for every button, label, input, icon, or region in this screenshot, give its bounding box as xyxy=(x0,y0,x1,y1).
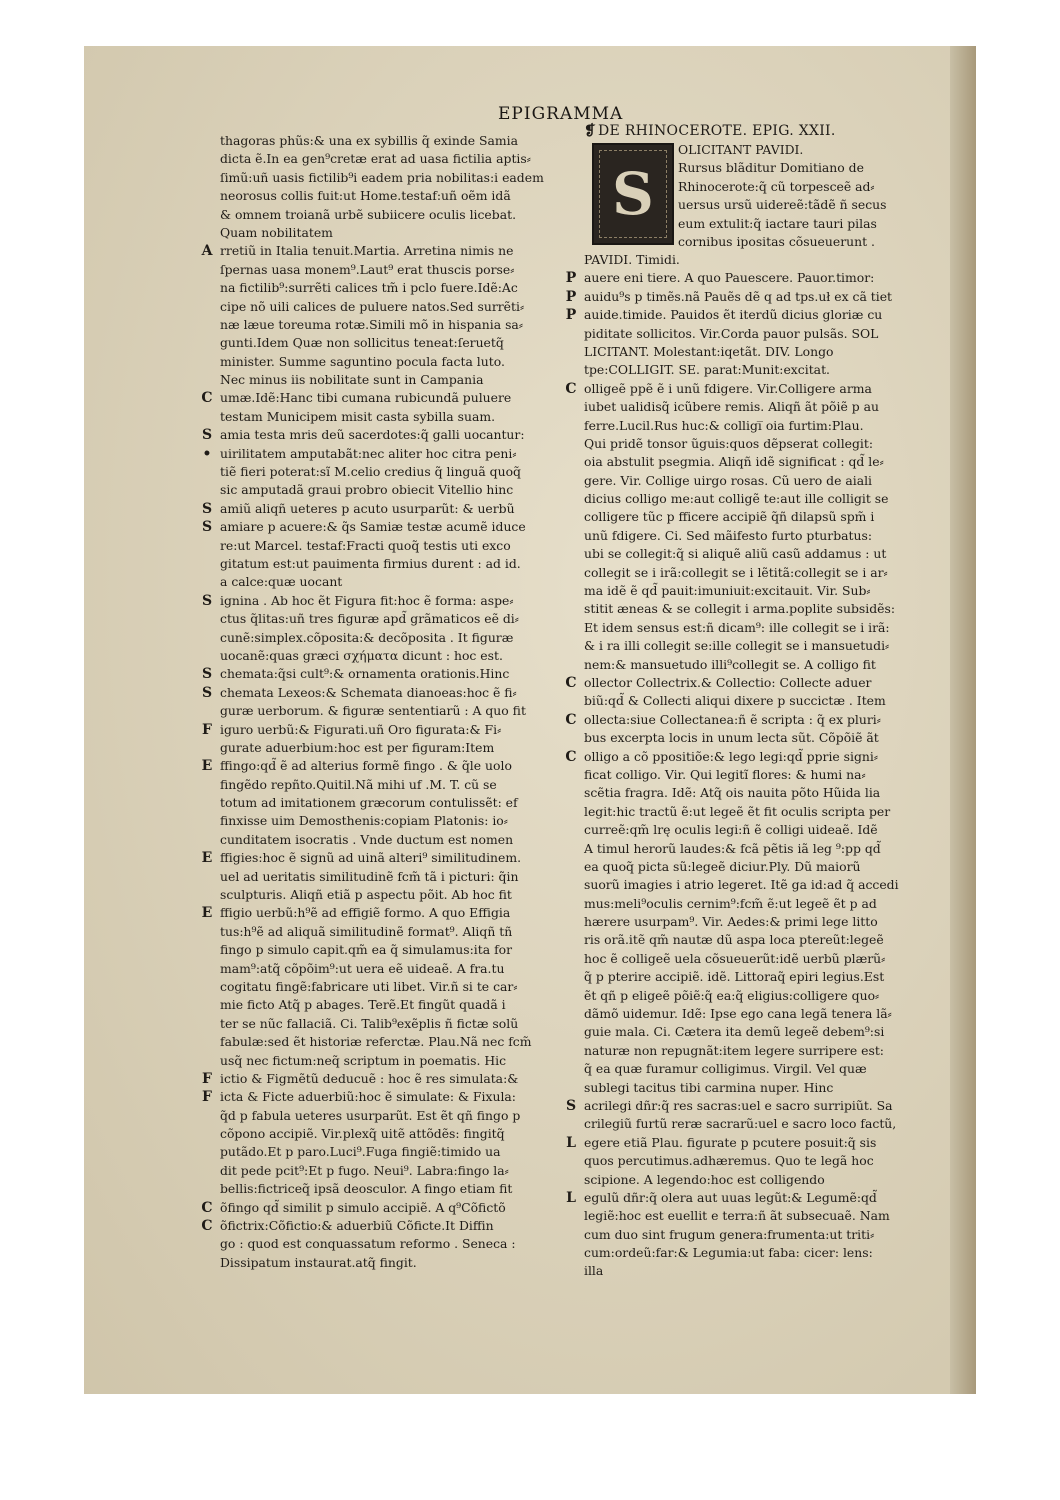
text-line xyxy=(220,1052,558,1070)
marginal-letter: S xyxy=(201,684,213,701)
line-text: dit pede pcit⁹:Et p fugo. Neui⁹. Labra:fingo la⸗ xyxy=(220,1162,509,1178)
line-text: tpe:COLLIGIT. SE. parat:Munit:excitat. xyxy=(584,362,830,378)
text-line xyxy=(584,435,922,453)
line-text: uocanẽ:quas græci σχήματα dicunt : hoc est. xyxy=(220,647,503,663)
line-text: naturæ non repugnãt:item legere surripere est: xyxy=(584,1042,884,1058)
text-line xyxy=(584,582,922,600)
line-text: ſpernas uasa monem⁹.Laut⁹ erat thuscis porse⸗ xyxy=(220,261,515,277)
text-line xyxy=(220,555,558,573)
text-line xyxy=(201,389,558,407)
line-text: egere etiã Plau. figurate p pcutere posuit:q̃ sis xyxy=(584,1134,877,1150)
right-column xyxy=(565,122,922,1281)
line-text: suorũ imagies i atrio legeret. Itẽ ga id:ad q̃ accedi xyxy=(584,877,899,893)
text-line xyxy=(201,849,558,867)
line-text: minister. Summe saguntino pocula facta luto. xyxy=(220,353,505,369)
text-line xyxy=(220,647,558,665)
line-text: cunẽ:simplex.cõposita:& decõposita . It figuræ xyxy=(220,629,514,645)
line-text: legit:hic tractũ ẽ:ut legeẽ ẽt fit oculis scripta per xyxy=(584,803,891,819)
text-line xyxy=(220,298,558,316)
line-text: olligeẽ ppẽ ẽ i unũ fdigere. Vir.Colligere arma xyxy=(584,380,872,396)
line-text: sculpturis. Aliqñ etiã p aspectu põit. Ab hoc fit xyxy=(220,887,512,903)
marginal-letter: C xyxy=(201,1199,213,1216)
line-text: hærere usurpam⁹. Vir. Aedes:& primi lege litto xyxy=(584,914,878,930)
line-text: Et idem sensus est:ñ dicam⁹: ille collegit se i irã: xyxy=(584,619,890,635)
text-line xyxy=(565,306,922,324)
line-text: cum duo sint frugum genera:frumenta:ut triti⸗ xyxy=(584,1226,875,1242)
line-text: umæ.Idẽ:Hanc tibi cumana rubicundã puluere xyxy=(220,390,512,406)
text-line xyxy=(220,1254,558,1272)
text-line xyxy=(202,445,558,463)
line-text: amia testa mris deũ sacerdotes:q̃ galli uocantur: xyxy=(220,427,525,443)
text-line: uersus ursũ uidereẽ:tãdẽ ñ secus xyxy=(678,197,887,213)
text-line xyxy=(220,206,558,224)
line-text: ẽt qñ p eligeẽ põiẽ:q̃ ea:q̃ eligius:colligere quo⸗ xyxy=(584,987,880,1003)
marginal-letter: A xyxy=(201,243,213,260)
line-text: ferre.Lucil.Rus huc:& colligi̅ oia furtim:Plau. xyxy=(584,417,864,433)
line-text: illa xyxy=(584,1263,604,1279)
marginal-letter: C xyxy=(565,748,577,765)
text-line xyxy=(201,500,558,518)
line-text: finxisse uim Demosthenis:copiam Platonis: io⸗ xyxy=(220,813,508,829)
line-text: ffingo:qd̃ ẽ ad alterius formẽ fingo . & q̃le uolo xyxy=(220,758,512,774)
marginal-letter: S xyxy=(201,519,213,536)
text-line xyxy=(584,876,922,894)
text-line xyxy=(584,987,922,1005)
line-text: totum ad imitationem græcorum contulissẽt: ef xyxy=(220,795,518,811)
text-line xyxy=(201,592,558,610)
line-text: biũ:qd̃ & Collecti aliqui dixere p succictæ . Item xyxy=(584,693,886,709)
text-line xyxy=(584,821,922,839)
text-line xyxy=(584,1005,922,1023)
text-line: OLICITANT PAVIDI. xyxy=(678,142,804,157)
line-text: ea quoq̃ picta sũ:legeẽ diciur.Ply. Dũ maiorũ xyxy=(584,858,861,874)
text-line xyxy=(220,996,558,1014)
line-text: sublegi tacitus tibi carmina nuper. Hinc xyxy=(584,1079,834,1095)
line-text: cogitatu fingẽ:fabricare uti libet. Vir.ñ si te car⸗ xyxy=(220,978,518,994)
line-text: rretiũ in Italia tenuit.Martia. Arretina nimis ne xyxy=(220,243,514,259)
text-line xyxy=(584,508,922,526)
text-line xyxy=(565,674,922,692)
text-line xyxy=(220,573,558,591)
line-text: hoc ẽ colligeẽ uela cõsueuerũt:idẽ uerbũ plærũ⸗ xyxy=(584,950,886,966)
line-text: gurate aduerbium:hoc est per figuram:Item xyxy=(220,739,495,755)
line-text: ffigies:hoc ẽ signũ ad uinã alteri⁹ similitudinem. xyxy=(220,850,522,866)
line-text: sic amputadã graui probro obiecit Vitellio hinc xyxy=(220,482,514,498)
line-text: Dissipatum instaurat.atq̃ fingit. xyxy=(220,1254,417,1270)
line-text: chemata Lexeos:& Schemata dianoeas:hoc ẽ fi⸗ xyxy=(220,684,517,700)
text-line xyxy=(220,941,558,959)
text-line xyxy=(584,361,922,379)
marginal-letter: F xyxy=(202,1089,212,1106)
line-text: PAVIDI. Timidi. xyxy=(584,252,680,267)
paragraph-mark-icon: ❡ xyxy=(584,123,597,139)
text-line xyxy=(220,537,558,555)
text-line xyxy=(220,169,558,187)
marginal-letter: C xyxy=(201,1218,213,1235)
text-line xyxy=(201,665,558,683)
text-line xyxy=(201,904,558,922)
text-line xyxy=(220,794,558,812)
initial-block xyxy=(584,141,922,251)
text-line xyxy=(584,692,922,710)
text-line xyxy=(220,408,558,426)
text-line xyxy=(584,858,922,876)
text-line xyxy=(220,831,558,849)
page-edge xyxy=(950,46,976,1394)
text-line xyxy=(565,711,922,729)
text-line xyxy=(202,1070,558,1088)
marginal-letter: P xyxy=(565,270,577,287)
line-text: gunti.Idem Quæ non sollicitus teneat:ſeruetq̃ xyxy=(220,335,504,351)
text-line xyxy=(584,766,922,784)
text-line xyxy=(584,545,922,563)
line-text: bellis:fictriceq̃ ipsã deosculor. A fingo etiam fit xyxy=(220,1181,513,1197)
line-text: ollecta:siue Collectanea:ñ ẽ scripta : q̃ ex pluri⸗ xyxy=(584,711,881,727)
marginal-letter: C xyxy=(201,390,213,407)
text-line xyxy=(201,1199,558,1217)
text-line xyxy=(584,840,922,858)
line-text: Nec minus iis nobilitate sunt in Campania xyxy=(220,372,484,388)
marginal-letter: S xyxy=(201,666,213,683)
text-line xyxy=(220,739,558,757)
line-text: ficat colligo. Vir. Qui legitĩ flores: & humi na⸗ xyxy=(584,766,866,782)
text-line xyxy=(584,1042,922,1060)
text-line xyxy=(584,527,922,545)
text-line xyxy=(220,334,558,352)
line-text: curreẽ:qm̃ lrę oculis legi:ñ ẽ colligi uideaẽ. Idẽ xyxy=(584,822,878,838)
text-line xyxy=(220,1107,558,1125)
line-text: LICITANT. Molestant:iqetãt. DIV. Longo xyxy=(584,343,834,359)
text-line xyxy=(584,564,922,582)
text-line xyxy=(220,187,558,205)
line-text: thagoras phũs:& una ex sybillis q̃ exinde Samia xyxy=(220,133,519,148)
text-line xyxy=(584,1152,922,1170)
text-line xyxy=(201,242,558,260)
marginal-letter: C xyxy=(565,674,577,691)
line-text: ter se nũc fallaciã. Ci. Talib⁹exẽplis ñ fictæ solũ xyxy=(220,1015,519,1031)
text-line xyxy=(220,371,558,389)
text-line xyxy=(565,748,922,766)
line-text: ris orã.itẽ qm̃ nautæ dũ aspa loca ptereũt:legeẽ xyxy=(584,932,884,948)
marginal-letter: F xyxy=(202,1070,212,1087)
text-line xyxy=(220,776,558,794)
text-line xyxy=(201,518,558,536)
line-text: õfictrix:Cõfictio:& aduerbiũ Cõficte.It Diffin xyxy=(220,1218,494,1234)
text-line xyxy=(220,960,558,978)
marginal-letter: L xyxy=(566,1134,576,1151)
line-text: amiũ aliqñ ueteres p acuto usurparũt: & uerbũ xyxy=(220,500,515,516)
line-text: ma idẽ ẽ qd̃ pauit:imuniuit:excitauit. Vir. Sub⸗ xyxy=(584,583,871,599)
text-line xyxy=(584,398,922,416)
text-line xyxy=(201,684,558,702)
text-line xyxy=(202,1088,558,1106)
marginal-letter: S xyxy=(565,1097,577,1114)
marginal-letter: E xyxy=(201,758,213,775)
section-heading xyxy=(584,122,922,141)
text-line xyxy=(220,224,558,242)
line-text: amiare p acuere:& q̃s Samiæ testæ acumẽ iduce xyxy=(220,519,526,535)
line-text: mie ficto Atq̃ p abages. Terẽ.Et fingũt quadã i xyxy=(220,997,506,1013)
text-line xyxy=(220,610,558,628)
text-line xyxy=(220,1125,558,1143)
line-text: guie mala. Ci. Cætera ita demũ legeẽ debem⁹:si xyxy=(584,1024,885,1040)
marginal-letter: L xyxy=(566,1189,576,1206)
line-text: A timul herorũ laudes:& fcã pẽtis iã leg ⁹:pp qd̃ xyxy=(584,840,881,856)
text-line xyxy=(584,950,922,968)
text-line xyxy=(565,288,922,306)
line-text: nem:& mansuetudo illi⁹collegit se. A colligo fit xyxy=(584,656,876,672)
line-text: neorosus collis fuit:ut Home.testaf:uñ oẽm idã xyxy=(220,188,511,204)
line-text: ollector Collectrix.& Collectio: Collecte aduer xyxy=(584,674,872,690)
line-text: mam⁹:atq̃ cõpõim⁹:ut uera eẽ uideaẽ. A fra.tu xyxy=(220,960,505,976)
text-line xyxy=(220,1015,558,1033)
left-column xyxy=(201,132,558,1272)
line-text: na fictilib⁹:surrẽti calices tm̃ i pclo fuere.Idẽ:Ac xyxy=(220,280,518,296)
text-line xyxy=(566,1189,922,1207)
text-line: eum extulit:q̃ iactare tauri pilas xyxy=(678,215,877,231)
text-line xyxy=(220,1143,558,1161)
text-line xyxy=(584,1207,922,1225)
marginal-letter: S xyxy=(201,500,213,517)
line-text: & i ra illi collegit se:ille collegit se i mansuetudi⸗ xyxy=(584,638,890,654)
text-line xyxy=(584,1244,922,1262)
text-line xyxy=(201,757,558,775)
marginal-letter: P xyxy=(565,288,577,305)
line-text: ictio & Figmẽtũ deducuẽ : hoc ẽ res simulata:& xyxy=(220,1070,519,1086)
marginal-letter: E xyxy=(201,905,213,922)
text-line xyxy=(566,1134,922,1152)
text-line xyxy=(584,1079,922,1097)
line-text: & omnem troianã urbẽ subiicere oculis licebat. xyxy=(220,206,517,222)
line-text: a calce:quæ uocant xyxy=(220,574,343,590)
line-text: q̃ ea quæ furamur colligimus. Virgil. Vel quæ xyxy=(584,1061,867,1077)
text-line xyxy=(220,702,558,720)
line-text: ctus q̃litas:uñ tres figuræ apd̃ grãmaticos eẽ di⸗ xyxy=(220,611,519,627)
line-text: usq̃ nec fictum:neq̃ scriptum in poematis. Hic xyxy=(220,1052,507,1068)
text-line xyxy=(584,600,922,618)
text-line xyxy=(584,968,922,986)
line-text: fingẽdo repñto.Quitil.Nã mihi uf .M. T. cũ se xyxy=(220,776,497,792)
text-line xyxy=(584,1262,922,1280)
line-text: putãdo.Et p paro.Luci⁹.Fuga fingiẽ:timido ua xyxy=(220,1144,501,1160)
line-text: legiẽ:hoc est euellit e terra:ñ ãt subsecuaẽ. Nam xyxy=(584,1208,890,1224)
line-text: guræ uerborum. & figuræ sententiarũ : A quo fit xyxy=(220,703,526,719)
line-text: tus:h⁹ẽ ad aliquã similitudinẽ format⁹. Aliqñ tñ xyxy=(220,923,513,939)
marginal-letter: E xyxy=(201,850,213,867)
text-line xyxy=(584,1023,922,1041)
line-text: scẽtia fragra. Idẽ: Atq̃ ois nauita põto Hũida lia xyxy=(584,785,881,801)
text-line xyxy=(220,316,558,334)
text-line: Rhinocerote:q̃ cũ torpesceẽ ad⸗ xyxy=(678,178,875,194)
text-line xyxy=(584,931,922,949)
line-text: Qui pridẽ tonsor ũguis:quos dẽpserat collegit: xyxy=(584,435,874,451)
line-text: oia abstulit psegmia. Aliqñ idẽ significat : qd̃ le⸗ xyxy=(584,454,884,470)
marginal-letter: S xyxy=(201,427,213,444)
text-line xyxy=(220,481,558,499)
text-line xyxy=(584,453,922,471)
text-line xyxy=(565,269,922,287)
text-line xyxy=(584,1171,922,1189)
text-line xyxy=(220,868,558,886)
marginal-letter: F xyxy=(202,721,212,738)
line-text: gere. Vir. Collige uirgo rosas. Cũ uero de aiali xyxy=(584,472,873,488)
text-line xyxy=(220,150,558,168)
text-line xyxy=(584,637,922,655)
text-line xyxy=(220,978,558,996)
line-text: auere eni tiere. A quo Pauescere. Pauor.timor: xyxy=(584,270,875,286)
text-line xyxy=(220,923,558,941)
text-line xyxy=(565,1097,922,1115)
text-line xyxy=(584,472,922,490)
text-line xyxy=(201,426,558,444)
line-text: ffigio uerbũ:h⁹ẽ ad effigiẽ formo. A quo Effigia xyxy=(220,905,511,921)
text-line xyxy=(220,353,558,371)
line-text: õfingo qd̃ similit p simulo accipiẽ. A q⁹Cõfictõ xyxy=(220,1199,506,1215)
line-text: scipione. A legendo:hoc est colligendo xyxy=(584,1171,825,1187)
line-text: gitatum est:ut pauimenta firmius durent : ad id. xyxy=(220,555,521,571)
text-line xyxy=(201,1217,558,1235)
line-text: iguro uerbũ:& Figurati.uñ Oro figurata:& Fi⸗ xyxy=(220,721,502,737)
marginal-letter: • xyxy=(202,445,212,462)
text-line xyxy=(584,803,922,821)
line-text: ſimũ:uñ uasis fictilib⁹i eadem pria nobilitas:i eadem xyxy=(220,169,544,185)
text-line xyxy=(220,812,558,830)
line-text: acrilegi dñr:q̃ res sacras:uel e sacro surripiũt. Sa xyxy=(584,1097,893,1113)
text-line xyxy=(584,895,922,913)
line-text: fabulæ:sed ẽt historiæ referctæ. Plau.Nã nec fcm̃ xyxy=(220,1034,532,1050)
text-line xyxy=(220,1235,558,1253)
line-text: cum:ordeũ:far:& Legumia:ut faba: cicer: lens: xyxy=(584,1245,873,1261)
line-text: chemata:q̃si cult⁹:& ornamenta orationis.Hinc xyxy=(220,666,510,682)
line-text: mus:meli⁹oculis cernim⁹:fcm̃ ẽ:ut legeẽ ẽt p ad xyxy=(584,895,877,911)
text-line xyxy=(584,1115,922,1133)
line-text: iubet ualidisq̃ icũbere remis. Aliqñ ãt põiẽ p au xyxy=(584,399,879,415)
text-line xyxy=(220,132,558,150)
line-text: testam Municipem misit casta sybilla suam. xyxy=(220,408,496,424)
right-column-lines xyxy=(565,251,922,1281)
text-line xyxy=(220,1180,558,1198)
running-head: EPIGRAMMA xyxy=(498,104,624,124)
text-line xyxy=(220,261,558,279)
text-line xyxy=(584,1226,922,1244)
text-line xyxy=(584,913,922,931)
initial-text-lines xyxy=(678,141,922,251)
text-line xyxy=(220,1162,558,1180)
text-line xyxy=(584,251,922,269)
line-text: quos percutimus.adhæremus. Quo te legã hoc xyxy=(584,1153,874,1169)
line-text: dicta ẽ.In ea gen⁹cretæ erat ad uasa fictilia aptis⸗ xyxy=(220,151,531,167)
text-line xyxy=(565,380,922,398)
line-text: collegit se i irã:collegit se i lẽtitã:collegit se i ar⸗ xyxy=(584,564,888,580)
line-text: dicius colligo me:aut colligẽ te:aut ille colligit se xyxy=(584,491,889,507)
text-line xyxy=(584,417,922,435)
text-line: cornibus ipositas cõsueuerunt . xyxy=(678,233,875,249)
text-line xyxy=(584,490,922,508)
line-text: fingo p simulo capit.qm̃ ea q̃ simulamus:ita for xyxy=(220,942,513,958)
line-text: cunditatem isocratis . Vnde ductum est nomen xyxy=(220,831,514,847)
line-text: colligere tũc p fficere accipiẽ q̃ñ dilapsũ spm̃ i xyxy=(584,509,875,525)
line-text: re:ut Marcel. testaf:Fracti quoq̃ testis uti exco xyxy=(220,537,511,553)
line-text: crilegiũ furtũ reræ sacrarũ:uel e sacro loco factũ, xyxy=(584,1116,897,1132)
line-text: go : quod est conquassatum reformo . Seneca : xyxy=(220,1236,516,1252)
text-line xyxy=(584,343,922,361)
text-line xyxy=(220,1033,558,1051)
marginal-letter: C xyxy=(565,380,577,397)
line-text: auide.timide. Pauidos ẽt iterdũ dicius gloriæ cu xyxy=(584,307,883,323)
text-line xyxy=(202,721,558,739)
line-text: uirilitatem amputabãt:nec aliter hoc citra peni⸗ xyxy=(220,445,517,461)
line-text: unũ fdigere. Ci. Sed mãifesto furto pturbatus: xyxy=(584,527,873,543)
text-line xyxy=(220,886,558,904)
text-line xyxy=(220,279,558,297)
line-text: stitit æneas & se collegit i arma.poplite subsidẽs: xyxy=(584,601,896,617)
line-text: egulũ dñr:q̃ olera aut uuas legũt:& Legumẽ:qd̃ xyxy=(584,1189,877,1205)
text-line xyxy=(220,629,558,647)
line-text: ignina . Ab hoc ẽt Figura fit:hoc ẽ forma: aspe⸗ xyxy=(220,592,514,608)
line-text: ubi se collegit:q̃ si aliquẽ aliũ casũ addamus : ut xyxy=(584,546,887,562)
decorated-initial: S xyxy=(592,143,674,245)
text-line xyxy=(584,619,922,637)
line-text: næ læue toreuma rotæ.Simili mõ in hispania sa⸗ xyxy=(220,316,523,332)
line-text: auidu⁹s p timẽs.nã Pauẽs dẽ q ad tps.uł ex cã tiet xyxy=(584,288,893,304)
line-text: piditate sollicitos. Vir.Corda pauor pulsãs. SOL xyxy=(584,325,879,341)
line-text: icta & Ficte aduerbiũ:hoc ẽ simulate: & Fixula: xyxy=(220,1089,516,1105)
line-text: bus excerpta locis in unum lecta sũt. Cõpõiẽ ãt xyxy=(584,730,879,746)
line-text: olligo a cõ ppositiõe:& lego legi:qd̃ pprie signi⸗ xyxy=(584,748,878,764)
text-line xyxy=(584,656,922,674)
section-heading-text: DE RHINOCEROTE. EPIG. XXII. xyxy=(598,123,836,139)
text-line xyxy=(584,729,922,747)
line-text: q̃ p pterire accipiẽ. idẽ. Littoraq̃ epiri legius.Est xyxy=(584,969,885,985)
text-line xyxy=(584,325,922,343)
text-line xyxy=(584,784,922,802)
line-text: tiẽ fieri poterat:sĩ M.celio credius q̃ linguã quoq̃ xyxy=(220,464,521,480)
line-text: dãmõ uidemur. Idẽ: Ipse ego cana legã tenera lã⸗ xyxy=(584,1006,892,1022)
text-line xyxy=(584,1060,922,1078)
line-text: Quam nobilitatem xyxy=(220,224,333,240)
marginal-letter: P xyxy=(565,307,577,324)
line-text: q̃d p fabula ueteres usurparũt. Est ẽt qñ fingo p xyxy=(220,1107,521,1123)
line-text: uel ad ueritatis similitudinẽ fcm̃ tã i picturi: q̃in xyxy=(220,868,519,884)
text-line xyxy=(220,463,558,481)
line-text: cipe nõ uili calices de puluere natos.Sed surrẽti⸗ xyxy=(220,298,525,314)
line-text: cõpono accipiẽ. Vir.plexq̃ uitẽ attõdẽs: fingitq̃ xyxy=(220,1126,505,1142)
marginal-letter: S xyxy=(201,592,213,609)
marginal-letter: C xyxy=(565,711,577,728)
text-line: Rursus blãditur Domitiano de xyxy=(678,160,864,176)
